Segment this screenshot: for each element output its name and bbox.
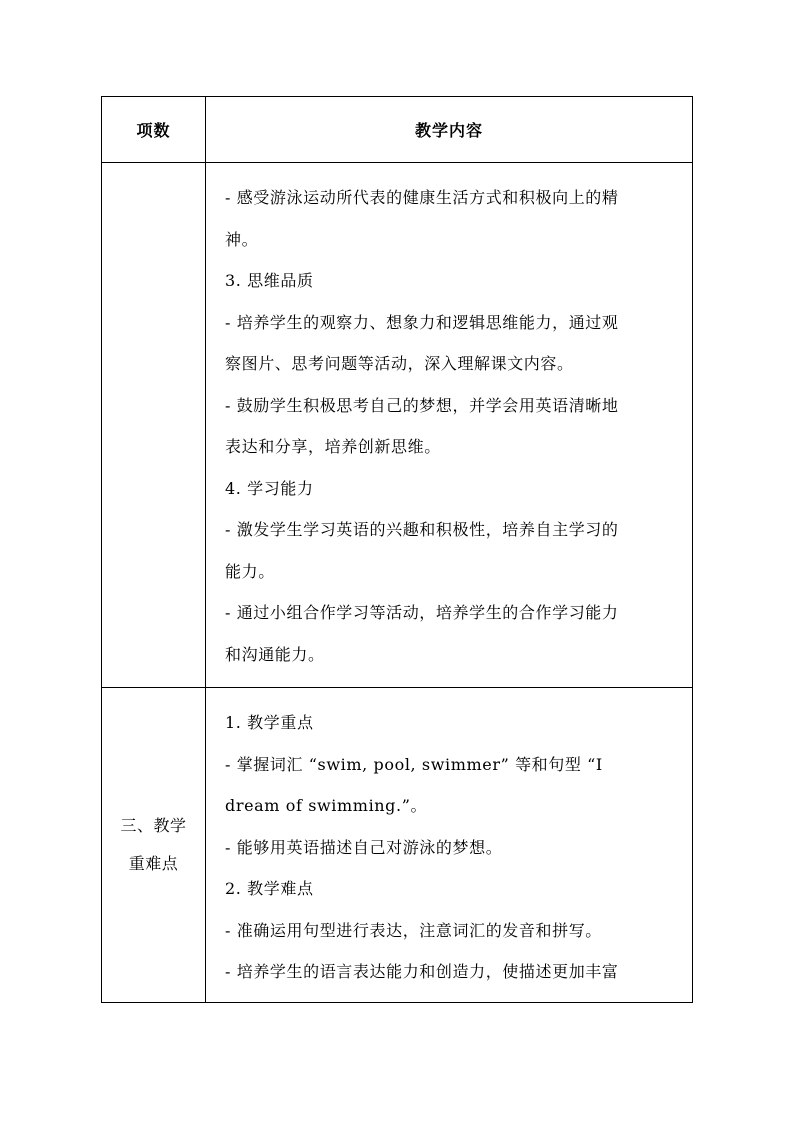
header-item-column: 项数	[102, 97, 206, 163]
content-line: - 掌握词汇 “swim, pool, swimmer” 等和句型 “I	[225, 754, 603, 774]
item-label-line1: 三、教学	[120, 816, 187, 835]
content-line: - 培养学生的观察力、想象力和逻辑思维能力，通过观	[225, 312, 619, 332]
content-line: 表达和分享，培养创新思维。	[225, 437, 441, 456]
content-line: - 鼓励学生积极思考自己的梦想，并学会用英语清晰地	[225, 395, 619, 415]
content-line: - 培养学生的语言表达能力和创造力，使描述更加丰富	[225, 962, 619, 981]
content-line: - 感受游泳运动所代表的健康生活方式和积极向上的精	[225, 188, 619, 207]
content-line: - 激发学生学习英语的兴趣和积极性，培养自主学习的	[225, 520, 619, 539]
content-line: 和沟通能力。	[225, 644, 325, 664]
section-heading: 1. 教学重点	[225, 713, 314, 732]
content-line: 神。	[225, 229, 259, 249]
section-heading: 2. 教学难点	[225, 879, 314, 898]
content-line: - 准确运用句型进行表达，注意词汇的发音和拼写。	[225, 920, 602, 940]
lesson-plan-table	[101, 96, 693, 1003]
content-cell-objectives	[206, 163, 693, 688]
item-cell-empty	[102, 163, 206, 688]
header-content-column: 教学内容	[206, 97, 693, 163]
table-row	[102, 163, 693, 688]
content-line: dream of swimming.”。	[225, 796, 428, 815]
section-heading: 3. 思维品质	[225, 271, 314, 290]
content-cell-key-points	[206, 688, 693, 1003]
table-row	[102, 688, 693, 1003]
content-line: 能力。	[225, 561, 275, 581]
item-label-line2: 重难点	[128, 854, 179, 873]
item-cell-key-points	[102, 688, 206, 1003]
table-header-row	[102, 97, 693, 163]
content-line: - 通过小组合作学习等活动，培养学生的合作学习能力	[225, 603, 619, 622]
content-line: 察图片、思考问题等活动，深入理解课文内容。	[225, 354, 574, 373]
section-heading: 4. 学习能力	[225, 478, 314, 498]
content-line: - 能够用英语描述自己对游泳的梦想。	[225, 837, 503, 857]
